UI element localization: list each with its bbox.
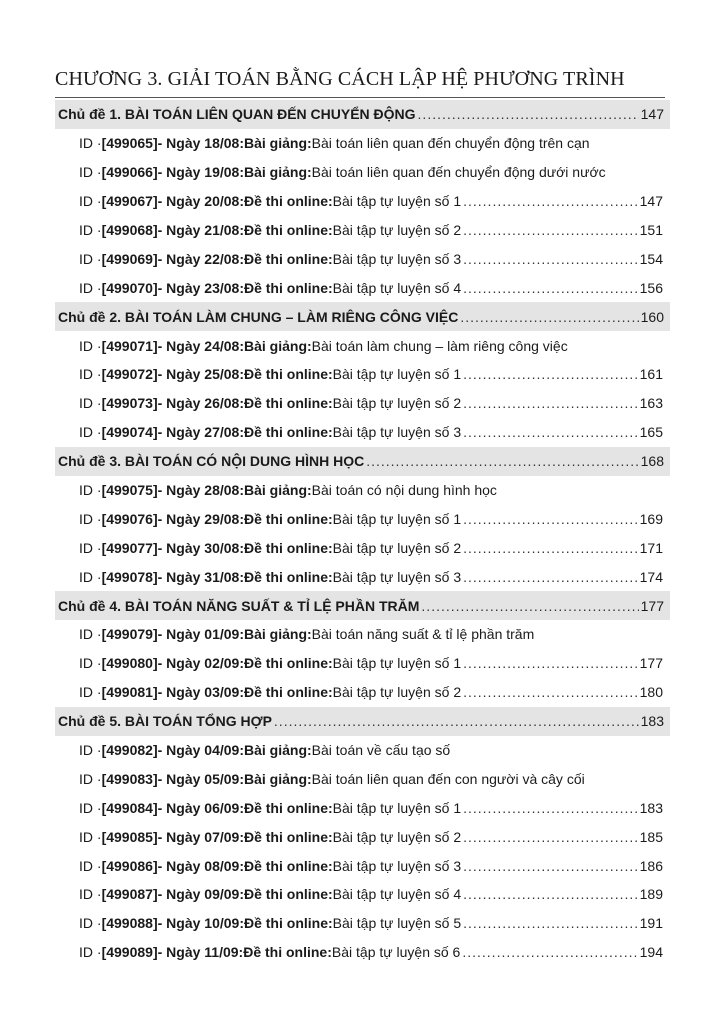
entry-date: - Ngày 20/08: — [157, 193, 244, 210]
entry-prefix: ID · — [79, 915, 102, 932]
dot-leader — [463, 424, 638, 440]
entry-title: Bài toán có nội dung hình học — [311, 482, 497, 499]
toc-entry[interactable] — [55, 360, 665, 389]
entry-type: Bài giảng: — [243, 770, 312, 787]
entry-title: Bài tập tự luyện số 2 — [332, 539, 462, 556]
entry-date: - Ngày 28/08: — [157, 482, 244, 499]
entry-prefix: ID · — [79, 222, 102, 238]
entry-id: [499084] — [101, 799, 158, 816]
entry-type: Đề thi online: — [243, 424, 333, 441]
topic-row[interactable] — [55, 707, 670, 736]
entry-date: - Ngày 05/09: — [157, 770, 244, 787]
entry-date: - Ngày 26/08: — [157, 395, 244, 412]
toc-entry[interactable] — [55, 822, 665, 851]
entry-date: - Ngày 02/09: — [157, 655, 244, 672]
toc-entry[interactable] — [55, 187, 665, 216]
page-number: 180 — [639, 684, 663, 701]
entry-id: [499075] — [101, 482, 158, 499]
entry-type: Đề thi online: — [243, 510, 333, 527]
entry-id: [499083] — [101, 770, 158, 787]
entry-id: [499072] — [101, 366, 158, 383]
entry-date: - Ngày 24/08: — [157, 337, 244, 354]
entry-date: - Ngày 25/08: — [157, 366, 244, 383]
entry-title: Bài toán về cấu tạo số — [311, 742, 451, 759]
page-number: 171 — [639, 539, 663, 556]
dot-leader — [463, 511, 638, 527]
toc-entry[interactable] — [55, 909, 665, 938]
entry-id: [499069] — [101, 250, 158, 267]
page-number: 165 — [639, 424, 663, 441]
page-number: 189 — [639, 886, 663, 903]
entry-id: [499073] — [101, 395, 158, 412]
entry-type: Đề thi online: — [243, 944, 332, 961]
chapter-title: CHƯƠNG 3. GIẢI TOÁN BẰNG CÁCH LẬP HỆ PHƯƠNG TRÌNH — [55, 68, 625, 90]
entry-type: Đề thi online: — [243, 222, 333, 238]
dot-leader — [366, 453, 638, 469]
entry-date: - Ngày 06/09: — [157, 799, 244, 816]
dot-leader — [463, 655, 638, 671]
entry-date: - Ngày 03/09: — [157, 684, 244, 701]
entry-date: - Ngày 10/09: — [157, 915, 244, 932]
topic-row[interactable] — [55, 591, 670, 620]
entry-type: Bài giảng: — [243, 742, 312, 759]
page-number: 161 — [639, 366, 663, 383]
entry-id: [499080] — [101, 655, 158, 672]
page-number: 185 — [639, 828, 663, 845]
entry-prefix: ID · — [79, 655, 102, 672]
entry-type: Đề thi online: — [243, 886, 333, 903]
entry-title: Bài tập tự luyện số 4 — [332, 279, 462, 296]
entry-title: Bài toán liên quan đến chuyển động trên cạn — [311, 135, 590, 152]
entry-prefix: ID · — [79, 799, 102, 816]
toc-entry[interactable] — [55, 129, 665, 158]
toc-entry[interactable] — [55, 562, 665, 591]
topic-row[interactable] — [55, 302, 670, 331]
entry-title: Bài tập tự luyện số 3 — [332, 568, 462, 585]
page-number: 156 — [639, 279, 663, 296]
dot-leader — [463, 222, 638, 238]
dot-leader — [463, 569, 638, 585]
page-number: 177 — [640, 597, 664, 614]
page-number: 191 — [639, 915, 663, 932]
entry-type: Đề thi online: — [243, 193, 333, 210]
toc-entry[interactable] — [55, 418, 665, 447]
entry-prefix: ID · — [79, 770, 102, 787]
dot-leader — [463, 886, 638, 902]
toc-list — [55, 100, 665, 967]
entry-id: [499077] — [101, 539, 158, 556]
toc-entry[interactable] — [55, 504, 665, 533]
entry-prefix: ID · — [79, 742, 102, 759]
entry-id: [499078] — [101, 568, 158, 585]
entry-type: Đề thi online: — [243, 828, 333, 845]
topic-title: Chủ đề 5. BÀI TOÁN TỔNG HỢP — [58, 713, 272, 730]
entry-type: Đề thi online: — [243, 395, 333, 412]
toc-entry[interactable] — [55, 244, 665, 273]
entry-prefix: ID · — [79, 828, 102, 845]
toc-entry[interactable] — [55, 476, 665, 505]
entry-type: Đề thi online: — [243, 366, 333, 383]
topic-title: Chủ đề 1. BÀI TOÁN LIÊN QUAN ĐẾN CHUYỂN ĐỘNG — [58, 106, 416, 123]
entry-prefix: ID · — [79, 424, 102, 441]
entry-title: Bài toán liên quan đến con người và cây cối — [311, 770, 585, 787]
entry-title: Bài tập tự luyện số 4 — [332, 886, 462, 903]
dot-leader — [463, 800, 638, 816]
entry-type: Bài giảng: — [243, 135, 312, 152]
toc-entry[interactable] — [55, 736, 665, 765]
entry-id: [499086] — [101, 857, 158, 874]
toc-entry[interactable] — [55, 620, 665, 649]
page-number: 183 — [639, 799, 663, 816]
entry-title: Bài tập tự luyện số 1 — [332, 799, 462, 816]
entry-prefix: ID · — [79, 279, 102, 296]
chapter-divider — [55, 97, 665, 98]
page-number: 151 — [639, 222, 663, 238]
toc-entry[interactable] — [55, 938, 665, 967]
toc-entry[interactable] — [55, 273, 665, 302]
entry-date: - Ngày 18/08: — [157, 135, 244, 152]
entry-date: - Ngày 01/09: — [157, 626, 244, 643]
page-number: 186 — [639, 857, 663, 874]
toc-entry[interactable] — [55, 389, 665, 418]
toc-entry[interactable] — [55, 158, 665, 187]
dot-leader — [463, 395, 638, 411]
entry-id: [499067] — [101, 193, 158, 210]
page-number: 183 — [640, 713, 664, 730]
dot-leader — [274, 713, 639, 729]
entry-date: - Ngày 07/09: — [157, 828, 244, 845]
entry-title: Bài tập tự luyện số 3 — [332, 424, 462, 441]
entry-title: Bài tập tự luyện số 6 — [331, 944, 461, 961]
entry-prefix: ID · — [79, 684, 102, 701]
entry-id: [499068] — [101, 222, 158, 238]
toc-entry[interactable] — [55, 678, 665, 707]
entry-title: Bài toán năng suất & tỉ lệ phần trăm — [311, 626, 535, 643]
entry-type: Bài giảng: — [243, 337, 312, 354]
entry-date: - Ngày 30/08: — [157, 539, 244, 556]
entry-prefix: ID · — [79, 539, 102, 556]
entry-title: Bài tập tự luyện số 2 — [332, 684, 462, 701]
entry-type: Đề thi online: — [243, 250, 333, 267]
entry-title: Bài tập tự luyện số 1 — [332, 366, 462, 383]
entry-date: - Ngày 04/09: — [157, 742, 244, 759]
page-number: 194 — [639, 944, 663, 961]
entry-type: Đề thi online: — [243, 568, 333, 585]
page-number: 160 — [640, 308, 664, 325]
entry-id: [499085] — [101, 828, 158, 845]
dot-leader — [463, 684, 638, 700]
toc-entry[interactable] — [55, 331, 665, 360]
toc-entry[interactable] — [55, 649, 665, 678]
entry-date: - Ngày 27/08: — [157, 424, 244, 441]
dot-leader — [463, 540, 638, 556]
page-number: 168 — [640, 453, 664, 470]
entry-type: Đề thi online: — [243, 539, 333, 556]
entry-title: Bài tập tự luyện số 2 — [332, 828, 462, 845]
entry-prefix: ID · — [79, 857, 102, 874]
topic-title: Chủ đề 3. BÀI TOÁN CÓ NỘI DUNG HÌNH HỌC — [58, 453, 365, 470]
entry-prefix: ID · — [79, 135, 102, 152]
dot-leader — [463, 366, 638, 382]
entry-title: Bài tập tự luyện số 2 — [332, 222, 462, 238]
entry-type: Đề thi online: — [243, 915, 333, 932]
entry-title: Bài toán liên quan đến chuyển động dưới nước — [311, 164, 606, 181]
entry-type: Đề thi online: — [243, 684, 333, 701]
entry-type: Đề thi online: — [243, 799, 333, 816]
entry-id: [499071] — [101, 337, 158, 354]
entry-id: [499082] — [101, 742, 158, 759]
page-number: 163 — [639, 395, 663, 412]
entry-prefix: ID · — [79, 395, 102, 412]
entry-id: [499087] — [101, 886, 158, 903]
entry-id: [499089] — [101, 944, 158, 961]
dot-leader — [462, 944, 637, 960]
toc-entry[interactable] — [55, 880, 665, 909]
entry-title: Bài tập tự luyện số 1 — [332, 655, 462, 672]
dot-leader — [463, 915, 638, 931]
entry-title: Bài toán làm chung – làm riêng công việc — [311, 337, 568, 354]
entry-date: - Ngày 29/08: — [157, 510, 244, 527]
dot-leader — [463, 829, 638, 845]
topic-row[interactable] — [55, 447, 670, 476]
page-number: 147 — [640, 106, 664, 123]
entry-id: [499081] — [101, 684, 158, 701]
entry-prefix: ID · — [79, 164, 102, 181]
entry-id: [499079] — [101, 626, 158, 643]
entry-id: [499066] — [101, 164, 158, 181]
dot-leader — [463, 251, 638, 267]
dot-leader — [460, 309, 638, 325]
entry-date: - Ngày 23/08: — [157, 279, 244, 296]
entry-title: Bài tập tự luyện số 2 — [332, 395, 462, 412]
entry-prefix: ID · — [79, 337, 102, 354]
entry-type: Bài giảng: — [243, 482, 312, 499]
entry-id: [499065] — [101, 135, 158, 152]
entry-date: - Ngày 08/09: — [157, 857, 244, 874]
entry-id: [499088] — [101, 915, 158, 932]
entry-prefix: ID · — [79, 482, 102, 499]
entry-title: Bài tập tự luyện số 5 — [332, 915, 462, 932]
entry-prefix: ID · — [79, 886, 102, 903]
entry-prefix: ID · — [79, 250, 102, 267]
entry-date: - Ngày 31/08: — [157, 568, 244, 585]
entry-id: [499070] — [101, 279, 158, 296]
entry-prefix: ID · — [79, 366, 102, 383]
page-number: 174 — [639, 568, 663, 585]
page-number: 154 — [639, 250, 663, 267]
entry-title: Bài tập tự luyện số 3 — [332, 857, 462, 874]
entry-id: [499076] — [101, 510, 158, 527]
entry-type: Đề thi online: — [243, 857, 333, 874]
entry-title: Bài tập tự luyện số 1 — [332, 193, 462, 210]
entry-type: Đề thi online: — [243, 279, 333, 296]
entry-type: Đề thi online: — [243, 655, 333, 672]
entry-date: - Ngày 22/08: — [157, 250, 244, 267]
entry-prefix: ID · — [79, 944, 102, 961]
entry-prefix: ID · — [79, 510, 102, 527]
topic-title: Chủ đề 2. BÀI TOÁN LÀM CHUNG – LÀM RIÊNG CÔNG VIỆC — [58, 308, 459, 325]
page-number: 177 — [639, 655, 663, 672]
entry-date: - Ngày 21/08: — [157, 222, 244, 238]
dot-leader — [463, 858, 638, 874]
entry-prefix: ID · — [79, 193, 102, 210]
page-number: 147 — [639, 193, 663, 210]
topic-row[interactable] — [55, 100, 670, 129]
dot-leader — [418, 106, 639, 122]
entry-title: Bài tập tự luyện số 1 — [332, 510, 462, 527]
toc-entry[interactable] — [55, 793, 665, 822]
entry-date: - Ngày 09/09: — [157, 886, 244, 903]
entry-title: Bài tập tự luyện số 3 — [332, 250, 462, 267]
entry-id: [499074] — [101, 424, 158, 441]
entry-type: Bài giảng: — [243, 626, 312, 643]
toc-entry[interactable] — [55, 764, 665, 793]
toc-entry[interactable] — [55, 851, 665, 880]
topic-title: Chủ đề 4. BÀI TOÁN NĂNG SUẤT & TỈ LỆ PHẦN TRĂM — [58, 597, 420, 614]
page-number: 169 — [639, 510, 663, 527]
dot-leader — [463, 280, 638, 296]
entry-date: - Ngày 19/08: — [157, 164, 244, 181]
entry-date: - Ngày 11/09: — [157, 944, 244, 961]
dot-leader — [463, 193, 638, 209]
toc-entry[interactable] — [55, 533, 665, 562]
entry-type: Bài giảng: — [243, 164, 312, 181]
entry-prefix: ID · — [79, 626, 102, 643]
entry-prefix: ID · — [79, 568, 102, 585]
toc-entry[interactable] — [55, 216, 665, 245]
dot-leader — [421, 598, 638, 614]
